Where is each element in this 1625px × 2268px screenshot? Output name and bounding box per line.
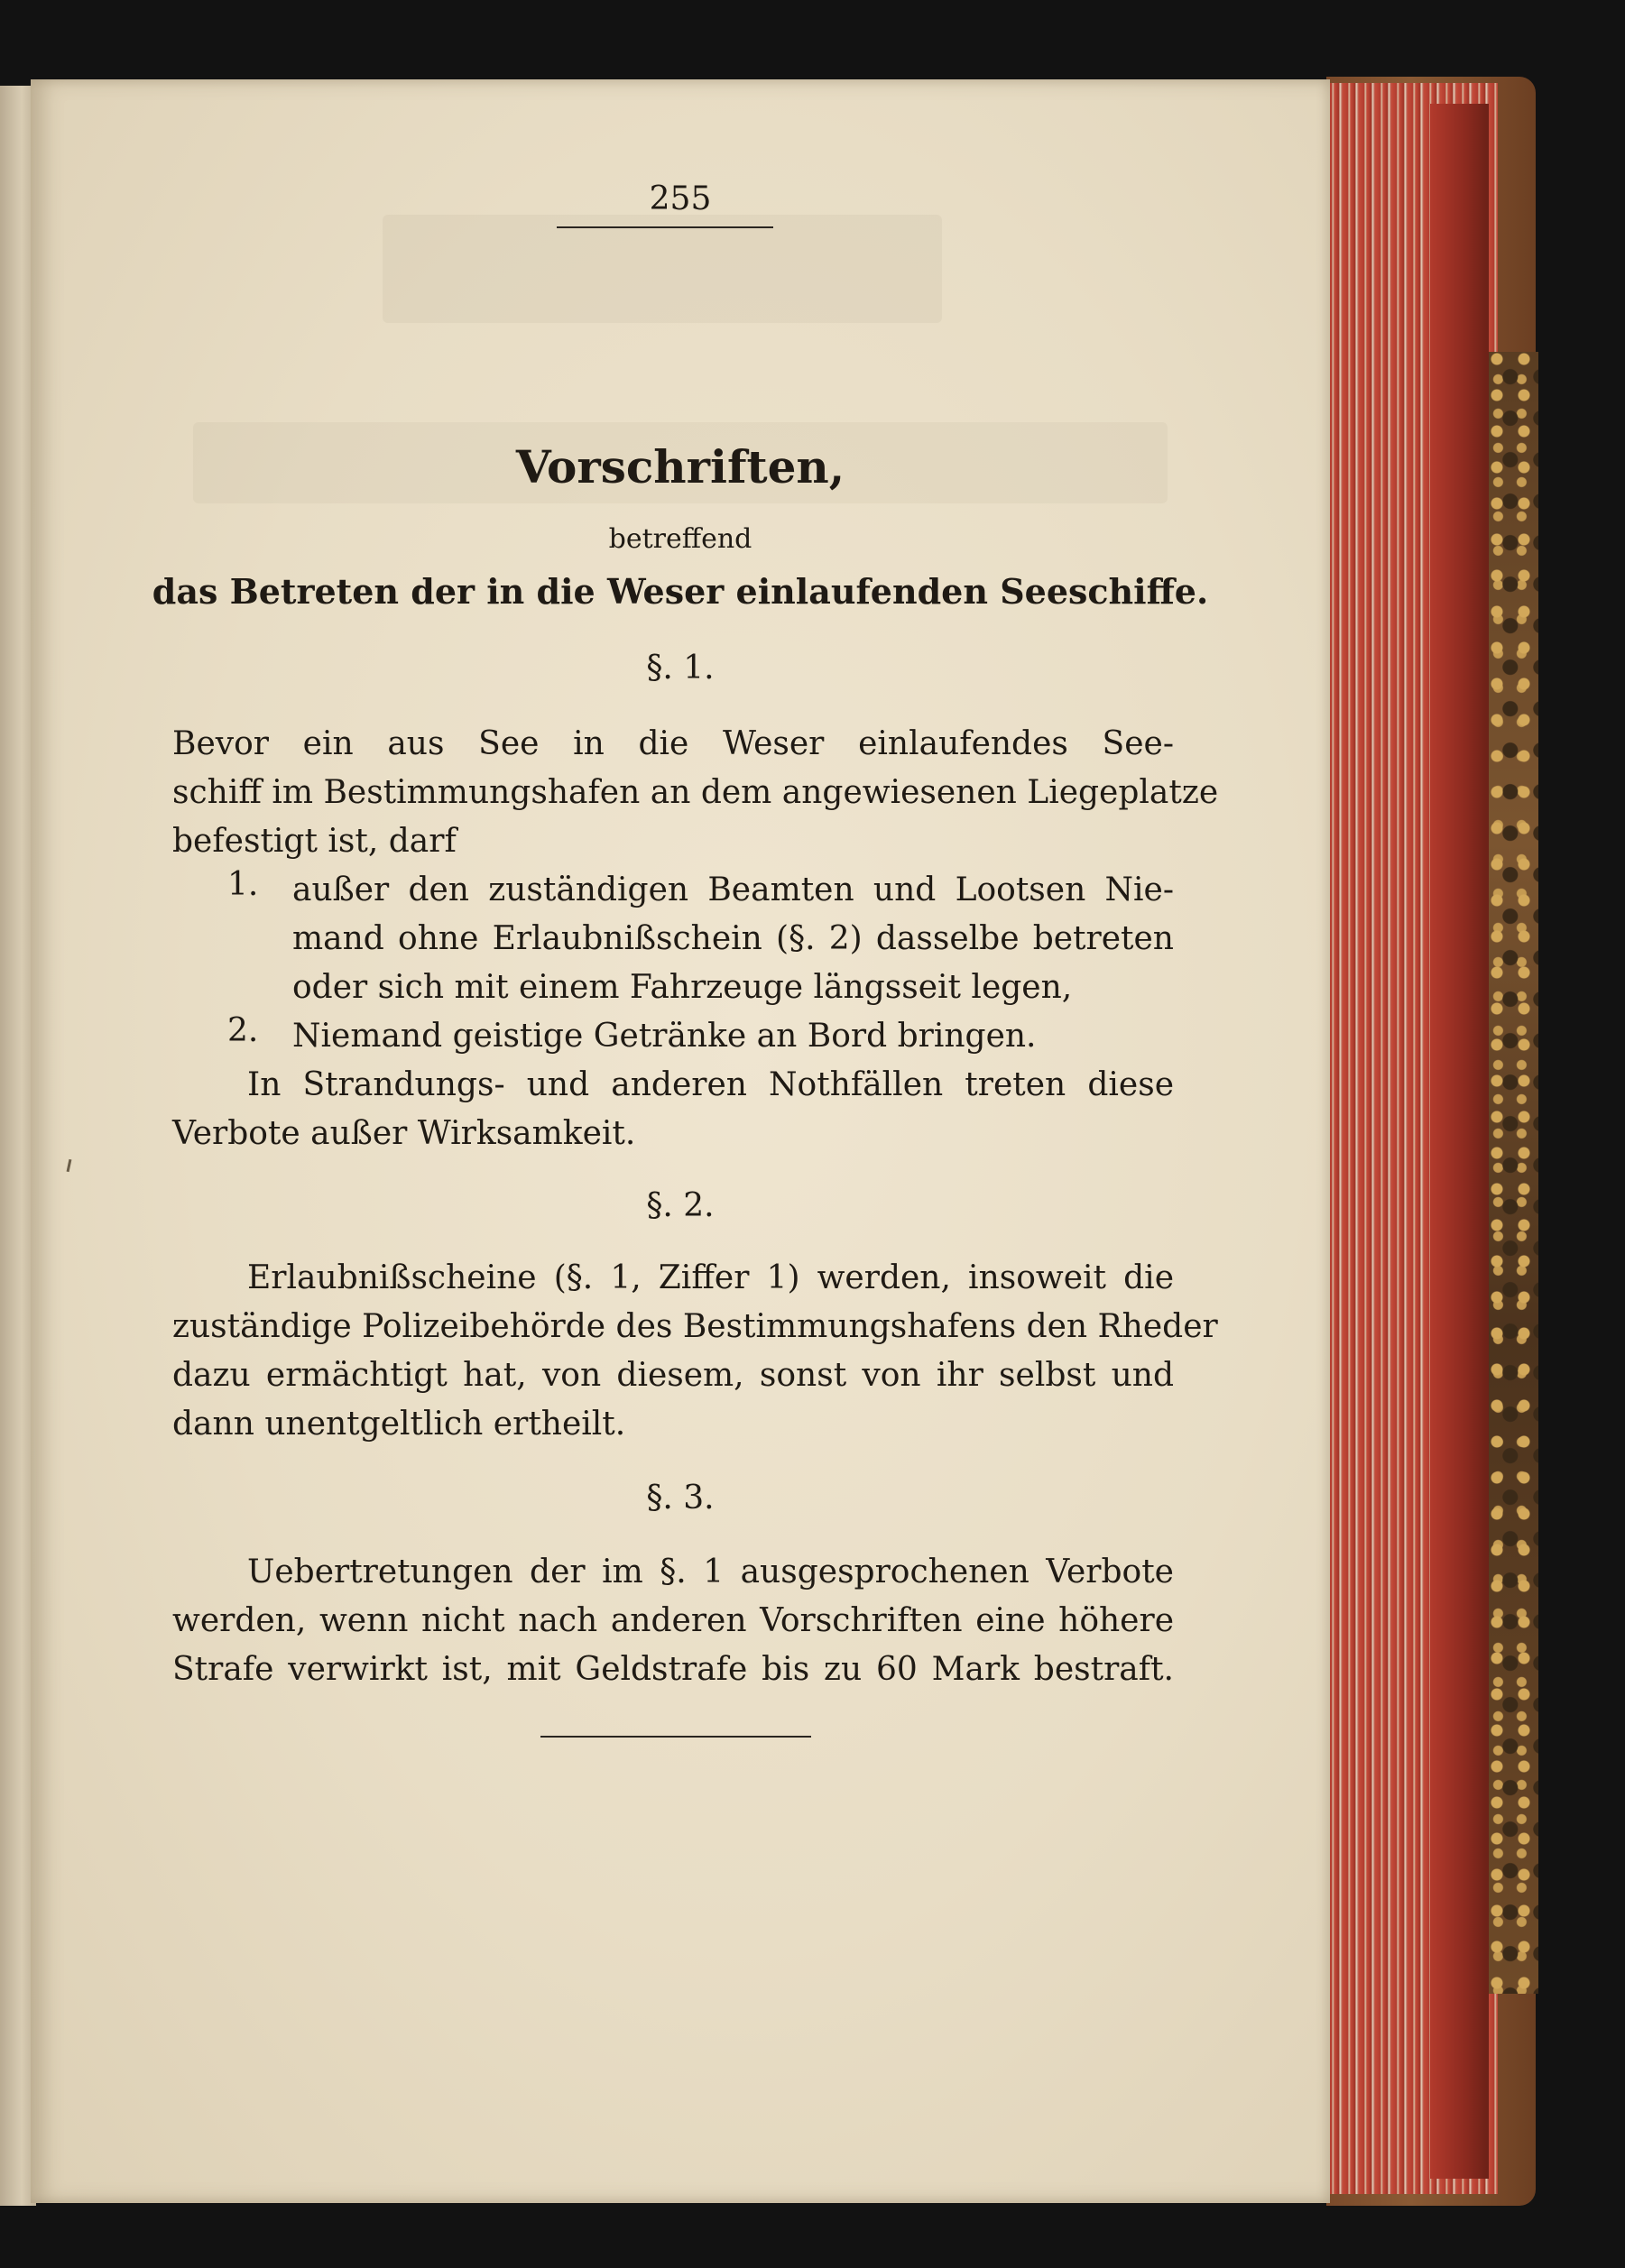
- list-item-1-line-3: oder sich mit einem Fahrzeuge längsseit legen,: [292, 969, 1073, 1006]
- section-1-line-2: schiff im Bestimmungshafen an dem angewiesenen Liegeplatze: [172, 774, 1219, 811]
- list-item-2-number: 2.: [227, 1012, 259, 1049]
- section-3-label: §. 3.: [646, 1480, 715, 1517]
- section-2-line-1: Erlaubnißscheine (§. 1, Ziffer 1) werden, insoweit die: [247, 1259, 1174, 1296]
- section-3-line-1: Uebertretungen der im §. 1 ausgesprochenen Verbote: [247, 1553, 1174, 1590]
- section-1-closing-line-1: In Strandungs- und anderen Nothfällen treten diese: [247, 1066, 1174, 1103]
- section-2-line-4: dann unentgeltlich ertheilt.: [172, 1406, 626, 1443]
- list-item-1-line-2: mand ohne Erlaubnißschein (§. 2) dasselbe betreten: [292, 920, 1174, 957]
- marbled-cover-pattern: [1489, 352, 1538, 1994]
- section-3-line-2: werden, wenn nicht nach anderen Vorschriften eine höhere: [172, 1602, 1174, 1639]
- section-1-label: §. 1.: [646, 650, 715, 687]
- section-3-line-3: Strafe verwirkt ist, mit Geldstrafe bis zu 60 Mark bestraft.: [172, 1651, 1174, 1688]
- document-heading: das Betreten der in die Weser einlaufenden Seeschiffe.: [152, 571, 1209, 612]
- section-2-line-2: zuständige Polizeibehörde des Bestimmungshafens den Rheder: [172, 1308, 1218, 1345]
- document-title: Vorschriften,: [515, 440, 845, 493]
- list-item-2-line-1: Niemand geistige Getränke an Bord bringen.: [292, 1018, 1037, 1055]
- page-edges-shadow: [1430, 104, 1489, 2179]
- book-page: [31, 79, 1330, 2203]
- section-1-line-1: Bevor ein aus See in die Weser einlaufendes See-: [172, 725, 1174, 762]
- document-subtitle: betreffend: [608, 523, 752, 555]
- section-2-label: §. 2.: [646, 1187, 715, 1224]
- list-item-1-line-1: außer den zuständigen Beamten und Lootsen Nie-: [292, 871, 1174, 908]
- show-through-shadow: [383, 215, 942, 323]
- header-rule: [557, 226, 773, 228]
- list-item-1-number: 1.: [227, 866, 259, 903]
- section-1-line-3: befestigt ist, darf: [172, 823, 457, 860]
- page-number: 255: [649, 180, 712, 217]
- section-2-line-3: dazu ermächtigt hat, von diesem, sonst von ihr selbst und: [172, 1357, 1174, 1394]
- end-rule: [540, 1736, 811, 1738]
- section-1-closing-line-2: Verbote außer Wirksamkeit.: [172, 1115, 636, 1152]
